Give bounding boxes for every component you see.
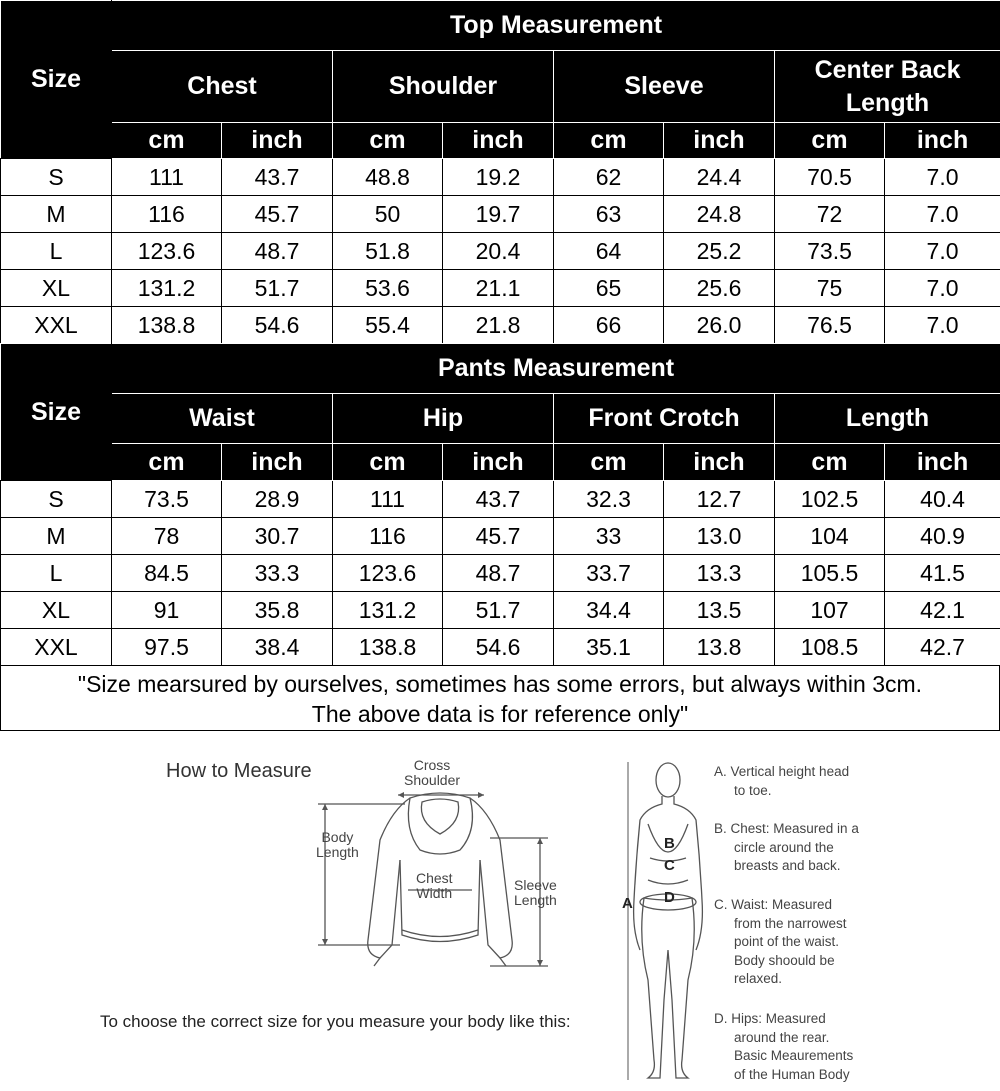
unit-header: cm — [333, 444, 443, 481]
table-cell: 12.7 — [664, 481, 775, 518]
unit-header: inch — [222, 444, 333, 481]
marker-c: C — [664, 857, 675, 874]
unit-header: inch — [443, 444, 554, 481]
table-cell: 78 — [112, 518, 222, 555]
legend-item-c: C. Waist: Measured from the narrowest point of the waist. Body shoould be relaxed. — [714, 897, 847, 986]
table-cell: 108.5 — [775, 629, 885, 666]
unit-header: cm — [112, 444, 222, 481]
table-cell: 45.7 — [443, 518, 554, 555]
unit-header: inch — [664, 123, 775, 159]
size-disclaimer-note — [0, 665, 1000, 731]
chest-width-label: Chest Width — [416, 870, 453, 901]
table-cell: 91 — [112, 592, 222, 629]
table-cell: 33 — [554, 518, 664, 555]
table-cell: 38.4 — [222, 629, 333, 666]
table-cell: 25.6 — [664, 270, 775, 307]
chest-header: Chest — [112, 51, 333, 123]
hip-header: Hip — [333, 394, 554, 444]
unit-header: cm — [554, 444, 664, 481]
size-cell: XL — [1, 270, 112, 307]
table-cell: 65 — [554, 270, 664, 307]
table-cell: 45.7 — [222, 196, 333, 233]
table-row — [1, 159, 1000, 196]
unit-header: cm — [775, 123, 885, 159]
unit-header: inch — [443, 123, 554, 159]
unit-header: cm — [112, 123, 222, 159]
table-cell: 28.9 — [222, 481, 333, 518]
table-cell: 26.0 — [664, 307, 775, 344]
table-cell: 43.7 — [222, 159, 333, 196]
table-cell: 123.6 — [112, 233, 222, 270]
table-row — [1, 196, 1000, 233]
size-cell: M — [1, 196, 112, 233]
table-cell: 51.7 — [222, 270, 333, 307]
size-cell: S — [1, 481, 112, 518]
table-cell: 63 — [554, 196, 664, 233]
waist-header: Waist — [112, 394, 333, 444]
table-cell: 116 — [333, 518, 443, 555]
table-cell: 62 — [554, 159, 664, 196]
top-measurement-title: Top Measurement — [112, 1, 1000, 51]
table-cell: 131.2 — [112, 270, 222, 307]
size-cell: S — [1, 159, 112, 196]
table-cell: 54.6 — [222, 307, 333, 344]
size-header: Size — [1, 1, 112, 159]
human-body-icon — [634, 763, 703, 1078]
table-cell: 13.8 — [664, 629, 775, 666]
table-cell: 48.8 — [333, 159, 443, 196]
table-cell: 73.5 — [775, 233, 885, 270]
table-row — [1, 270, 1000, 307]
table-cell: 42.7 — [885, 629, 1000, 666]
unit-header: inch — [222, 123, 333, 159]
table-cell: 107 — [775, 592, 885, 629]
table-cell: 51.7 — [443, 592, 554, 629]
pants-measurement-table — [0, 343, 1000, 666]
table-cell: 19.7 — [443, 196, 554, 233]
table-cell: 41.5 — [885, 555, 1000, 592]
table-cell: 50 — [333, 196, 443, 233]
table-cell: 48.7 — [443, 555, 554, 592]
table-cell: 66 — [554, 307, 664, 344]
table-cell: 19.2 — [443, 159, 554, 196]
table-cell: 33.7 — [554, 555, 664, 592]
legend-item-d: D. Hips: Measured around the rear. Basic Meaurements of the Human Body — [714, 1011, 854, 1082]
legend-item-b: B. Chest: Measured in a circle around the breasts and back. — [714, 821, 859, 873]
table-cell: 131.2 — [333, 592, 443, 629]
table-cell: 7.0 — [885, 196, 1000, 233]
table-cell: 43.7 — [443, 481, 554, 518]
table-row — [1, 481, 1000, 518]
marker-a: A — [622, 895, 633, 912]
table-cell: 13.5 — [664, 592, 775, 629]
body-length-label: Body Length — [316, 829, 359, 860]
table-cell: 7.0 — [885, 270, 1000, 307]
note-line-2: The above data is for reference only" — [311, 701, 689, 727]
size-cell: XL — [1, 592, 112, 629]
legend-item-a: A. Vertical height head to toe. — [714, 764, 850, 798]
table-cell: 40.4 — [885, 481, 1000, 518]
table-cell: 35.1 — [554, 629, 664, 666]
sleeve-length-label: Sleeve Length — [514, 877, 557, 908]
table-cell: 33.3 — [222, 555, 333, 592]
table-cell: 111 — [333, 481, 443, 518]
table-cell: 53.6 — [333, 270, 443, 307]
table-row — [1, 555, 1000, 592]
how-to-measure-title: How to Measure — [166, 760, 312, 782]
sleeve-header: Sleeve — [554, 51, 775, 123]
table-row — [1, 307, 1000, 344]
front-crotch-header: Front Crotch — [554, 394, 775, 444]
table-cell: 13.3 — [664, 555, 775, 592]
unit-header: inch — [885, 444, 1000, 481]
table-cell: 76.5 — [775, 307, 885, 344]
table-cell: 97.5 — [112, 629, 222, 666]
table-cell: 21.8 — [443, 307, 554, 344]
size-cell: L — [1, 555, 112, 592]
table-cell: 138.8 — [333, 629, 443, 666]
top-measurement-table — [0, 0, 1000, 344]
table-cell: 72 — [775, 196, 885, 233]
table-cell: 32.3 — [554, 481, 664, 518]
size-cell: M — [1, 518, 112, 555]
table-cell: 24.4 — [664, 159, 775, 196]
table-cell: 84.5 — [112, 555, 222, 592]
shoulder-header: Shoulder — [333, 51, 554, 123]
table-cell: 116 — [112, 196, 222, 233]
table-cell: 42.1 — [885, 592, 1000, 629]
marker-b: B — [664, 835, 675, 852]
table-row — [1, 518, 1000, 555]
cross-shoulder-label: Cross Shoulder — [404, 757, 461, 788]
table-cell: 111 — [112, 159, 222, 196]
table-cell: 35.8 — [222, 592, 333, 629]
size-cell: XXL — [1, 307, 112, 344]
table-cell: 64 — [554, 233, 664, 270]
pants-measurement-title: Pants Measurement — [112, 344, 1000, 394]
center-back-length-header: Center Back Length — [775, 51, 1000, 123]
choose-size-instruction: To choose the correct size for you measure your body like this: — [100, 1012, 571, 1031]
table-cell: 54.6 — [443, 629, 554, 666]
size-cell: XXL — [1, 629, 112, 666]
unit-header: inch — [664, 444, 775, 481]
table-cell: 48.7 — [222, 233, 333, 270]
table-cell: 138.8 — [112, 307, 222, 344]
table-row — [1, 592, 1000, 629]
table-cell: 7.0 — [885, 307, 1000, 344]
unit-header: cm — [333, 123, 443, 159]
table-cell: 75 — [775, 270, 885, 307]
length-header: Length — [775, 394, 1000, 444]
table-cell: 30.7 — [222, 518, 333, 555]
table-cell: 105.5 — [775, 555, 885, 592]
table-cell: 73.5 — [112, 481, 222, 518]
table-cell: 7.0 — [885, 233, 1000, 270]
table-cell: 55.4 — [333, 307, 443, 344]
table-cell: 51.8 — [333, 233, 443, 270]
note-line-1: "Size mearsured by ourselves, sometimes has some errors, but always within 3cm. — [77, 671, 923, 697]
table-cell: 104 — [775, 518, 885, 555]
size-header: Size — [1, 344, 112, 481]
table-row — [1, 233, 1000, 270]
table-cell: 21.1 — [443, 270, 554, 307]
unit-header: inch — [885, 123, 1000, 159]
table-cell: 123.6 — [333, 555, 443, 592]
table-cell: 70.5 — [775, 159, 885, 196]
unit-header: cm — [554, 123, 664, 159]
marker-d: D — [664, 889, 675, 906]
table-row — [1, 629, 1000, 666]
table-cell: 24.8 — [664, 196, 775, 233]
table-cell: 40.9 — [885, 518, 1000, 555]
table-cell: 34.4 — [554, 592, 664, 629]
table-cell: 7.0 — [885, 159, 1000, 196]
table-cell: 102.5 — [775, 481, 885, 518]
unit-header: cm — [775, 444, 885, 481]
table-cell: 25.2 — [664, 233, 775, 270]
table-cell: 13.0 — [664, 518, 775, 555]
table-cell: 20.4 — [443, 233, 554, 270]
size-cell: L — [1, 233, 112, 270]
